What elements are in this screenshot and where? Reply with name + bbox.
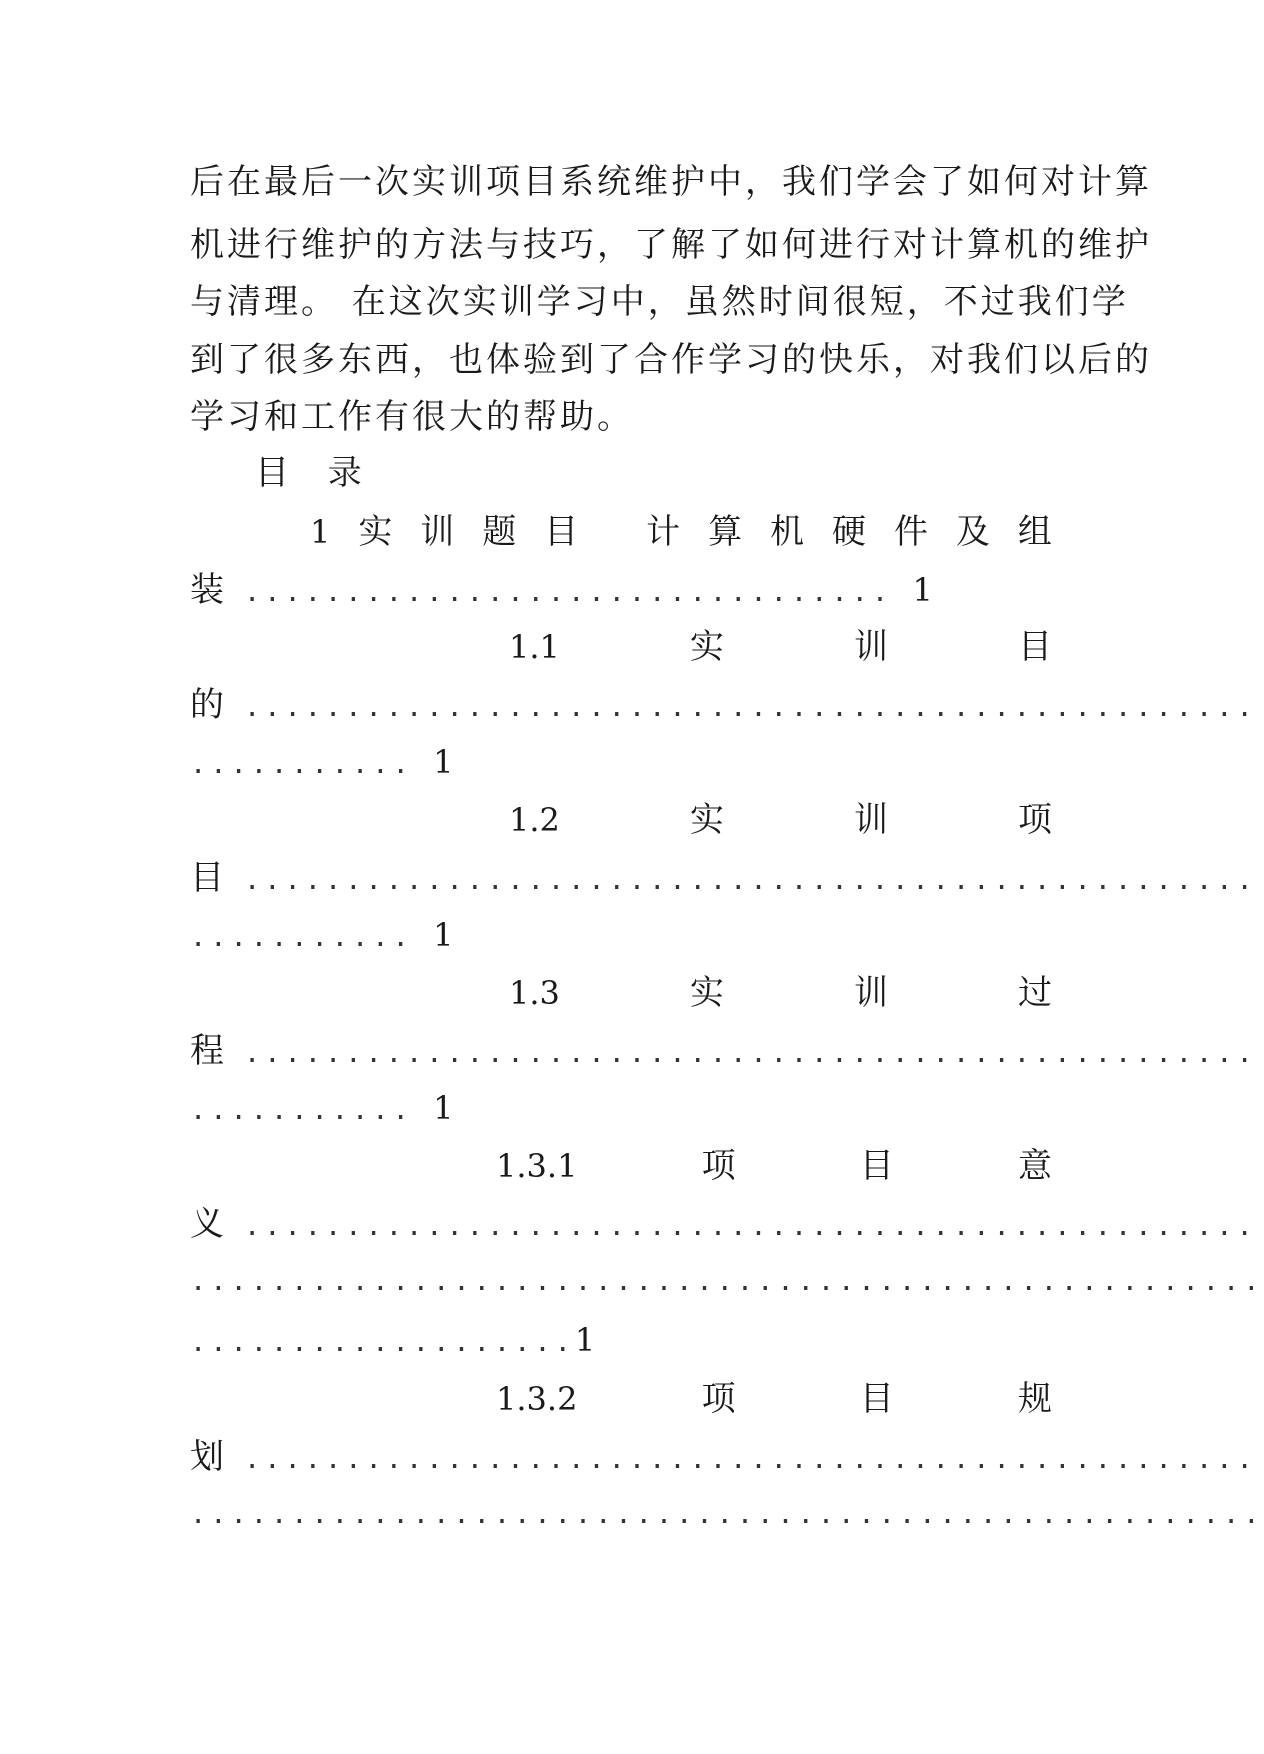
toc-entry-ch1[interactable] [310,512,1052,552]
dot-leader: .................................................. [244,692,1257,723]
dot-leader: .................................................. [244,1211,1257,1242]
toc-continuation: 目 [190,858,224,898]
toc-continuation: 的 [190,685,224,725]
toc-continuation: 划 [190,1437,224,1477]
toc-word: 目 [859,1146,894,1186]
toc-ch1-token: 计 [646,512,681,552]
toc-ch1-token: 1 [310,513,331,551]
toc-leader-line [190,915,1052,958]
toc-ch1-token: 件 [893,512,928,552]
toc-word: 目 [1017,627,1052,667]
dot-leader: ................... [190,1327,575,1358]
toc-page-number: 1 [433,743,454,781]
toc-entry-1-1[interactable] [509,627,1052,667]
dot-leader: ..................................................... [190,1266,1264,1297]
toc-section-number: 1.1 [509,628,560,666]
toc-leader-line [190,1031,1257,1074]
toc-entry-1-3-1[interactable] [496,1146,1052,1186]
toc-leader-line [190,1204,1257,1247]
dot-leader: ................................ [244,577,893,608]
toc-page-number: 1 [574,1321,596,1359]
toc-section-number: 1.3 [509,974,560,1012]
toc-word: 训 [853,627,888,667]
toc-word: 项 [1017,800,1052,840]
toc-continuation: 程 [190,1031,224,1071]
toc-word: 目 [859,1379,894,1419]
dot-leader: .................................................. [244,1444,1257,1475]
paragraph-line: 到了很多东西，也体验到了合作学习的快乐，对我们以后的 [190,340,1152,380]
toc-ch1-token: 硬 [831,512,866,552]
toc-word: 项 [701,1146,736,1186]
toc-title: 目 录 [255,453,376,493]
toc-leader-line [190,1088,1052,1131]
toc-leader-line [190,858,1257,901]
toc-ch1-token: 算 [708,512,743,552]
toc-leader-line [190,1495,1264,1535]
toc-ch1-page: 1 [912,571,933,609]
toc-leader-line [190,742,1052,785]
toc-word: 训 [853,800,888,840]
toc-ch1-token: 训 [420,512,455,552]
toc-word: 项 [701,1379,736,1419]
toc-ch1-token: 组 [1017,512,1052,552]
toc-leader-line [190,1320,1052,1363]
toc-word: 实 [689,627,724,667]
paragraph-line: 机进行维护的方法与技巧，了解了如何进行对计算机的维护 [190,225,1152,265]
toc-word: 实 [689,800,724,840]
toc-ch1-token: 题 [482,512,517,552]
toc-word: 实 [689,973,724,1013]
toc-page-number: 1 [433,916,454,954]
paragraph-line: 与清理。 在这次实训学习中，虽然时间很短，不过我们学 [190,282,1129,322]
toc-ch1-token: 机 [770,512,805,552]
toc-leader-line [190,1262,1264,1302]
paragraph-line: 学习和工作有很大的帮助。 [190,397,634,437]
dot-leader: ........... [190,922,413,953]
dot-leader: ..................................................... [190,1499,1264,1530]
dot-leader: ........... [190,1095,413,1126]
dot-leader: ........... [190,749,413,780]
toc-ch1-token: 实 [358,512,393,552]
toc-entry-1-2[interactable] [509,800,1052,840]
toc-entry-1-3-2[interactable] [496,1379,1052,1419]
toc-section-number: 1.2 [509,801,560,839]
toc-leader-line [190,1437,1257,1480]
toc-section-number: 1.3.2 [496,1380,578,1418]
toc-continuation: 义 [190,1204,224,1244]
toc-leader-line [190,570,1052,613]
dot-leader: .................................................. [244,1038,1257,1069]
toc-word: 规 [1017,1379,1052,1419]
paragraph-line: 后在最后一次实训项目系统维护中，我们学会了如何对计算 [190,162,1152,202]
toc-ch1-continuation: 装 [190,570,224,610]
toc-section-number: 1.3.1 [496,1147,578,1185]
toc-leader-line [190,685,1257,728]
toc-ch1-token: 及 [955,512,990,552]
toc-ch1-token: 目 [544,512,579,552]
toc-word: 训 [853,973,888,1013]
toc-entry-1-3[interactable] [509,973,1052,1013]
toc-page-number: 1 [433,1089,454,1127]
dot-leader: .................................................. [244,865,1257,896]
toc-word: 意 [1017,1146,1052,1186]
toc-word: 过 [1017,973,1052,1013]
